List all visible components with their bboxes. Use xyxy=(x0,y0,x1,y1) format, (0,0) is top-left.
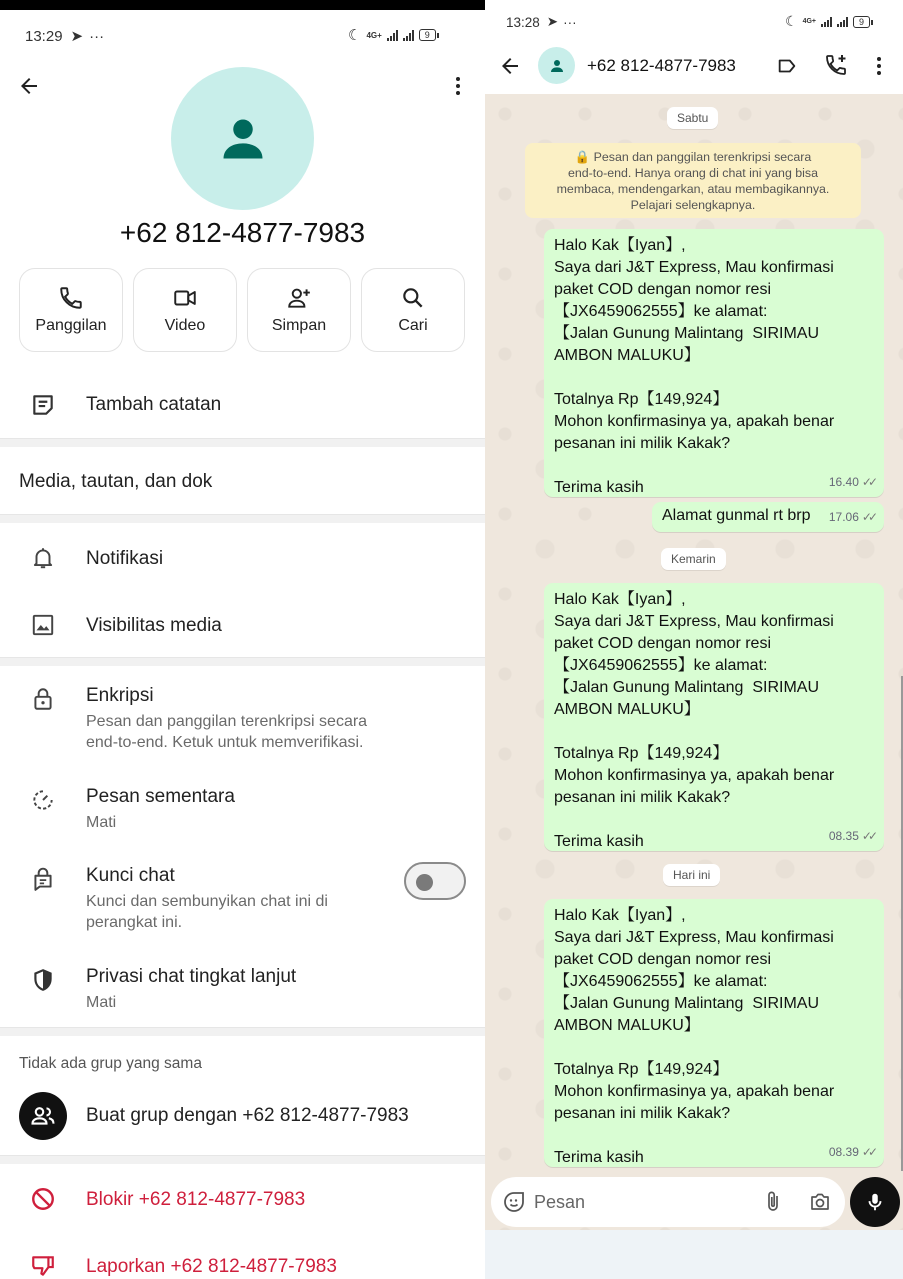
section-divider xyxy=(0,514,485,523)
message-line: Saya dari J&T Express, Mau konfirmasi xyxy=(554,929,834,946)
signal-icon xyxy=(387,30,398,41)
message-line: Halo Kak【Iyan】, xyxy=(554,591,686,608)
shield-icon xyxy=(30,967,56,993)
more-options-icon[interactable] xyxy=(446,74,470,98)
more-options-icon[interactable] xyxy=(867,54,891,78)
camera-icon[interactable] xyxy=(808,1190,832,1214)
message-line: Mohon konfirmasinya ya, apakah benar xyxy=(554,1083,835,1100)
message-line: AMBON MALUKU】 xyxy=(554,701,700,718)
advanced-privacy-value: Mati xyxy=(86,994,117,1011)
section-divider xyxy=(0,1027,485,1036)
message-line xyxy=(554,1125,874,1147)
section-divider xyxy=(0,438,485,447)
section-divider xyxy=(0,657,485,666)
search-label: Cari xyxy=(398,317,428,334)
add-note-row[interactable] xyxy=(0,380,485,430)
back-arrow-icon[interactable] xyxy=(17,74,41,98)
message-line: Totalnya Rp【149,924】 xyxy=(554,745,729,762)
contact-avatar[interactable] xyxy=(171,67,314,210)
message-line xyxy=(554,809,874,831)
outgoing-message[interactable] xyxy=(544,583,884,851)
search-icon xyxy=(400,285,426,311)
double-check-icon: ✓✓ xyxy=(861,475,874,489)
message-line: Terima kasih xyxy=(554,833,644,850)
chat-title[interactable]: +62 812-4877-7983 xyxy=(587,56,736,75)
message-line: Mohon konfirmasinya ya, apakah benar xyxy=(554,767,835,784)
message-line: AMBON MALUKU】 xyxy=(554,1017,700,1034)
outgoing-message-short[interactable] xyxy=(652,502,884,532)
encryption-desc-line2: end-to-end. Ketuk untuk memverifikasi. xyxy=(86,734,364,751)
reply-text: Alamat gunmal rt brp xyxy=(662,507,811,524)
notice-line1: 🔒 Pesan dan panggilan terenkripsi secara xyxy=(574,150,812,164)
message-line: Terima kasih xyxy=(554,479,644,496)
message-line: 【JX6459062555】ke alamat: xyxy=(554,303,768,320)
chat-avatar[interactable] xyxy=(538,47,575,84)
chat-lock-toggle[interactable] xyxy=(404,862,466,900)
call-label: Panggilan xyxy=(35,317,107,334)
bell-icon xyxy=(30,545,56,571)
save-contact-button[interactable] xyxy=(247,268,351,352)
outgoing-message[interactable] xyxy=(544,229,884,497)
message-line xyxy=(554,455,874,477)
block-icon xyxy=(30,1186,56,1212)
media-visibility-label: Visibilitas media xyxy=(86,615,222,636)
message-line: 【Jalan Gunung Malintang SIRIMAU xyxy=(554,995,820,1012)
status-bar xyxy=(506,14,577,30)
battery-icon: 9 xyxy=(419,29,436,41)
thumbs-down-icon xyxy=(30,1253,56,1279)
double-check-icon: ✓✓ xyxy=(861,1145,874,1159)
date-chip-today: Hari ini xyxy=(663,864,720,886)
telegram-icon: ➤ xyxy=(70,28,84,45)
person-icon xyxy=(217,113,269,165)
message-line: paket COD dengan nomor resi xyxy=(554,281,771,298)
call-button[interactable] xyxy=(19,268,123,352)
notice-line4: Pelajari selengkapnya. xyxy=(630,198,756,212)
message-line: pesanan ini milik Kakak? xyxy=(554,789,731,806)
media-visibility-row[interactable] xyxy=(0,601,485,651)
notice-line3: membaca, mendengarkan, atau membagikannya. xyxy=(556,182,830,196)
status-bar xyxy=(25,27,104,45)
message-line xyxy=(554,1037,874,1059)
message-meta xyxy=(829,506,874,528)
chat-header xyxy=(485,0,903,94)
encryption-title: Enkripsi xyxy=(86,685,154,706)
battery-icon: 9 xyxy=(853,16,870,28)
create-group-label: Buat grup dengan +62 812-4877-7983 xyxy=(86,1105,409,1126)
network-type: 4G+ xyxy=(366,30,382,40)
toggle-knob xyxy=(416,874,433,891)
disappearing-value: Mati xyxy=(86,814,117,831)
disappearing-messages-row[interactable] xyxy=(0,776,485,836)
group-icon xyxy=(19,1092,67,1140)
chat-lock-title: Kunci chat xyxy=(86,865,175,886)
add-call-icon[interactable] xyxy=(824,53,848,77)
message-line: pesanan ini milik Kakak? xyxy=(554,1105,731,1122)
video-icon xyxy=(172,285,198,311)
message-line: paket COD dengan nomor resi xyxy=(554,951,771,968)
block-row[interactable] xyxy=(0,1175,485,1225)
message-line: pesanan ini milik Kakak? xyxy=(554,435,731,452)
moon-icon: ☾ xyxy=(785,13,798,29)
date-chip-saturday: Sabtu xyxy=(667,107,718,129)
status-icons xyxy=(348,26,436,44)
message-line: 【Jalan Gunung Malintang SIRIMAU xyxy=(554,325,820,342)
notice-line2: end-to-end. Hanya orang di chat ini yang bisa xyxy=(567,166,819,180)
message-meta xyxy=(829,825,874,847)
date-chip-yesterday: Kemarin xyxy=(661,548,726,570)
message-time: 16.40 xyxy=(828,475,859,489)
message-input-bar[interactable] xyxy=(491,1177,845,1227)
status-time: 13:29 xyxy=(25,27,63,45)
chat-lock-desc-line1: Kunci dan sembunyikan chat ini di xyxy=(86,893,328,910)
advanced-privacy-row[interactable] xyxy=(0,956,485,1016)
encryption-row[interactable] xyxy=(0,676,485,760)
block-label: Blokir +62 812-4877-7983 xyxy=(86,1189,306,1210)
chat-lock-desc-line2: perangkat ini. xyxy=(86,914,183,931)
notifications-label: Notifikasi xyxy=(86,548,164,569)
back-arrow-icon[interactable] xyxy=(498,54,522,78)
nav-area xyxy=(485,1230,903,1279)
signal-icon xyxy=(821,16,832,27)
top-black-bar xyxy=(0,0,485,10)
add-note-label: Tambah catatan xyxy=(86,394,222,415)
message-line: 【JX6459062555】ke alamat: xyxy=(554,973,768,990)
chat-lock-icon xyxy=(30,866,56,892)
note-icon xyxy=(30,392,56,418)
message-line: Halo Kak【Iyan】, xyxy=(554,907,686,924)
attach-icon[interactable] xyxy=(761,1190,785,1214)
message-line xyxy=(554,721,874,743)
search-button[interactable] xyxy=(361,268,465,352)
signal-icon-2 xyxy=(837,16,848,27)
voice-message-button[interactable] xyxy=(850,1177,900,1227)
create-group-row[interactable] xyxy=(0,1088,485,1144)
double-check-icon: ✓✓ xyxy=(861,510,874,524)
message-line: Saya dari J&T Express, Mau konfirmasi xyxy=(554,259,834,276)
status-dots: ··· xyxy=(89,27,105,45)
moon-icon: ☾ xyxy=(348,27,362,44)
message-line: 【Jalan Gunung Malintang SIRIMAU xyxy=(554,679,820,696)
advanced-privacy-title: Privasi chat tingkat lanjut xyxy=(86,966,297,987)
message-line xyxy=(554,367,874,389)
chat-screen xyxy=(485,0,903,1279)
message-line: Totalnya Rp【149,924】 xyxy=(554,1061,729,1078)
message-input[interactable]: Pesan xyxy=(534,1192,586,1212)
video-button[interactable] xyxy=(133,268,237,352)
message-time: 17.06 xyxy=(828,510,859,524)
no-common-groups-label: Tidak ada grup yang sama xyxy=(19,1055,202,1072)
message-line: Totalnya Rp【149,924】 xyxy=(554,391,729,408)
person-icon xyxy=(549,58,565,74)
add-person-icon xyxy=(286,285,312,311)
microphone-icon xyxy=(864,1191,886,1213)
video-label: Video xyxy=(164,317,206,334)
report-row[interactable] xyxy=(0,1242,485,1279)
media-links-docs-label: Media, tautan, dan dok xyxy=(19,471,213,492)
media-links-docs-row[interactable] xyxy=(0,458,485,506)
phone-icon xyxy=(58,285,84,311)
label-icon[interactable] xyxy=(776,55,798,77)
status-time: 13:28 xyxy=(506,14,540,30)
encryption-notice[interactable] xyxy=(525,143,861,218)
notifications-row[interactable] xyxy=(0,534,485,584)
status-icons xyxy=(785,13,870,30)
timer-icon xyxy=(30,787,56,813)
double-check-icon: ✓✓ xyxy=(861,829,874,843)
lock-icon xyxy=(30,686,56,712)
sticker-icon[interactable] xyxy=(502,1190,526,1214)
message-line: Mohon konfirmasinya ya, apakah benar xyxy=(554,413,835,430)
image-icon xyxy=(30,612,56,638)
status-dots: ··· xyxy=(563,14,577,30)
message-time: 08.39 xyxy=(828,1145,859,1159)
disappearing-title: Pesan sementara xyxy=(86,786,235,807)
section-divider xyxy=(0,1155,485,1164)
report-label: Laporkan +62 812-4877-7983 xyxy=(86,1256,337,1277)
message-line: Terima kasih xyxy=(554,1149,644,1166)
message-line: AMBON MALUKU】 xyxy=(554,347,700,364)
message-line: paket COD dengan nomor resi xyxy=(554,635,771,652)
signal-icon-2 xyxy=(403,30,414,41)
network-type: 4G+ xyxy=(802,18,816,25)
message-meta xyxy=(829,1141,874,1163)
message-meta xyxy=(829,471,874,493)
save-label: Simpan xyxy=(271,317,327,334)
message-time: 08.35 xyxy=(828,829,859,843)
message-line: 【JX6459062555】ke alamat: xyxy=(554,657,768,674)
encryption-desc-line1: Pesan dan panggilan terenkripsi secara xyxy=(86,713,368,730)
contact-phone-number: +62 812-4877-7983 xyxy=(119,217,366,248)
telegram-icon: ➤ xyxy=(546,14,559,29)
message-line: Saya dari J&T Express, Mau konfirmasi xyxy=(554,613,834,630)
message-line: Halo Kak【Iyan】, xyxy=(554,237,686,254)
outgoing-message[interactable] xyxy=(544,899,884,1167)
